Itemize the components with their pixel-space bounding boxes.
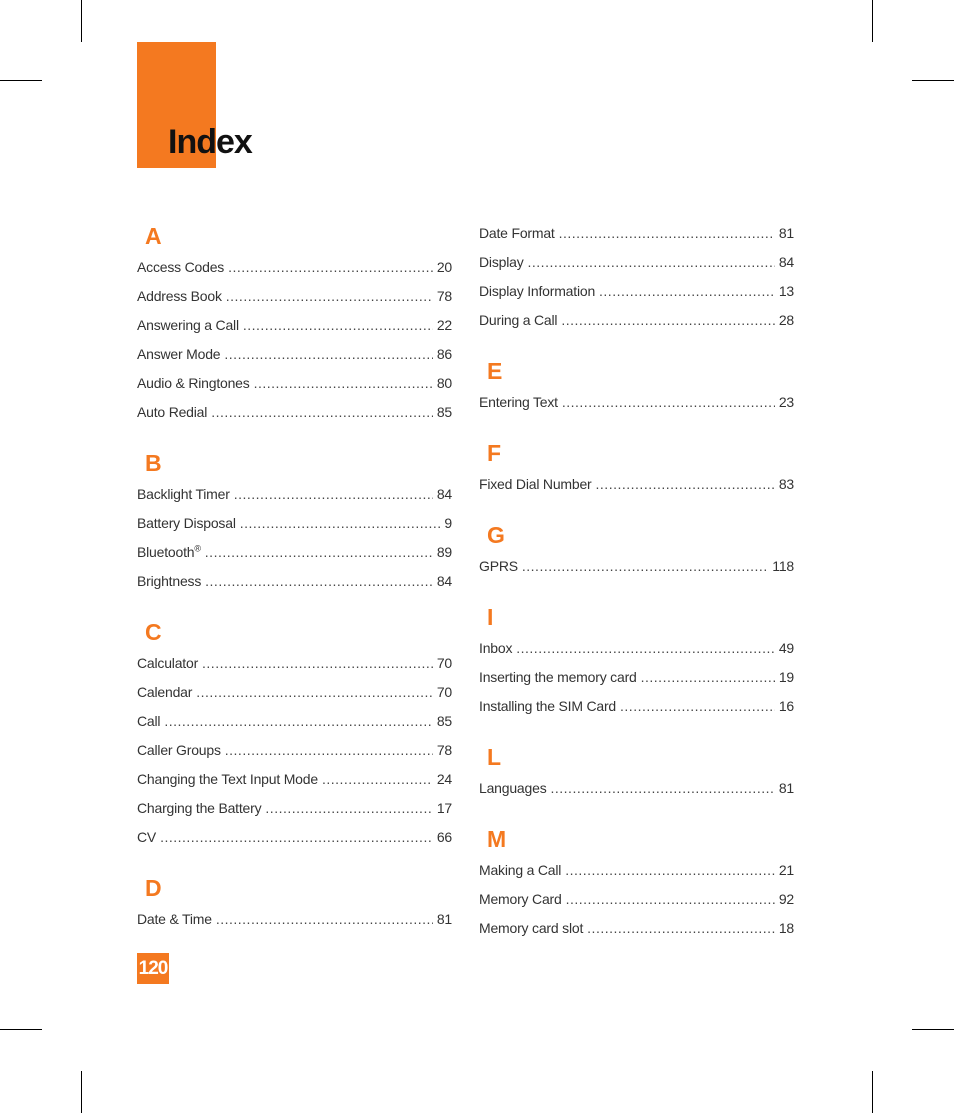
crop-mark xyxy=(912,80,954,81)
entry-name xyxy=(137,480,230,509)
entry-name xyxy=(479,277,595,306)
entry-name xyxy=(137,398,207,427)
entry-name xyxy=(137,567,201,596)
dot-leader xyxy=(243,311,433,340)
entry-page-number: 78 xyxy=(436,742,452,758)
entry-name-text: Inserting the memory card xyxy=(479,669,637,685)
section-letter: E xyxy=(487,358,503,384)
entry-name-text: Display Information xyxy=(479,283,596,299)
dot-leader xyxy=(224,340,432,369)
crop-mark xyxy=(872,0,873,42)
entry-name-text: Date Format xyxy=(479,225,555,241)
entry-name-text: Charging the Battery xyxy=(137,800,262,816)
section-letter: I xyxy=(487,604,494,630)
entry-name-text: Answering a Call xyxy=(137,317,239,333)
entry-name-text: Brightness xyxy=(137,573,202,589)
crop-mark xyxy=(81,0,82,42)
index-entry xyxy=(137,340,452,369)
entry-name-text: Battery Disposal xyxy=(137,515,236,531)
entry-name xyxy=(479,552,518,581)
entry-page-number: 18 xyxy=(778,920,794,936)
dot-leader xyxy=(225,736,433,765)
entry-name-text: Entering Text xyxy=(479,394,558,410)
entry-name-text: Access Codes xyxy=(137,259,225,275)
entry-name-text: CV xyxy=(137,829,157,845)
dot-leader xyxy=(522,552,768,581)
entry-name xyxy=(137,253,224,282)
dot-leader xyxy=(322,765,433,794)
index-entry xyxy=(479,277,794,306)
entry-name-text: Memory Card xyxy=(479,891,562,907)
section-gap xyxy=(137,852,452,874)
crop-mark xyxy=(0,1029,42,1030)
entry-name xyxy=(137,794,261,823)
entry-page-number: 28 xyxy=(778,312,794,328)
index-entry xyxy=(479,663,794,692)
crop-mark xyxy=(0,80,42,81)
entry-page-number: 84 xyxy=(436,486,452,502)
entry-name-text: Bluetooth xyxy=(137,544,195,560)
entry-page-number: 19 xyxy=(778,669,794,685)
entry-name xyxy=(137,678,192,707)
entry-page-number: 84 xyxy=(436,573,452,589)
entry-page-number: 17 xyxy=(436,800,452,816)
index-entry xyxy=(137,369,452,398)
dot-leader xyxy=(202,649,433,678)
dot-leader xyxy=(164,707,432,736)
section-gap xyxy=(479,417,794,439)
index-entry xyxy=(137,509,452,538)
dot-leader xyxy=(211,398,433,427)
entry-page-number: 118 xyxy=(772,558,794,574)
section-letter: C xyxy=(145,619,162,645)
page-number: 120 xyxy=(137,953,169,984)
entry-name xyxy=(137,823,156,852)
section-letter: B xyxy=(145,450,162,476)
crop-mark xyxy=(81,1071,82,1113)
registered-mark: ® xyxy=(194,543,201,554)
index-entry xyxy=(479,634,794,663)
entry-name xyxy=(137,765,318,794)
entry-name-text: Address Book xyxy=(137,288,222,304)
entry-name-text: Answer Mode xyxy=(137,346,221,362)
dot-leader xyxy=(528,248,775,277)
entry-page-number: 83 xyxy=(778,476,794,492)
entry-name-text: GPRS xyxy=(479,558,518,574)
entry-name xyxy=(479,774,547,803)
entry-page-number: 92 xyxy=(778,891,794,907)
entry-page-number: 16 xyxy=(778,698,794,714)
index-entry xyxy=(479,306,794,335)
dot-leader xyxy=(226,282,433,311)
dot-leader xyxy=(160,823,433,852)
entry-name xyxy=(479,634,512,663)
index-entry xyxy=(479,388,794,417)
entry-name-text: Fixed Dial Number xyxy=(479,476,592,492)
entry-name-text: Date & Time xyxy=(137,911,212,927)
index-entry xyxy=(479,219,794,248)
entry-page-number: 21 xyxy=(778,862,794,878)
index-column-left xyxy=(137,222,452,934)
entry-name-text: Display xyxy=(479,254,524,270)
section-gap xyxy=(479,721,794,743)
entry-name xyxy=(479,692,616,721)
dot-leader xyxy=(216,905,433,934)
index-entry xyxy=(479,774,794,803)
entry-name xyxy=(479,219,555,248)
index-entry xyxy=(137,736,452,765)
entry-name-text: Calendar xyxy=(137,684,193,700)
entry-name-text: Memory card slot xyxy=(479,920,584,936)
entry-name xyxy=(479,663,637,692)
index-entry xyxy=(137,398,452,427)
entry-name xyxy=(137,369,250,398)
section-letter: A xyxy=(145,223,162,249)
crop-mark xyxy=(912,1029,954,1030)
index-entry xyxy=(137,480,452,509)
entry-page-number: 22 xyxy=(436,317,452,333)
entry-name-text: Inbox xyxy=(479,640,513,656)
index-entry xyxy=(137,253,452,282)
section-letter: L xyxy=(487,744,502,770)
index-entry xyxy=(479,692,794,721)
dot-leader xyxy=(265,794,432,823)
entry-name-text: Installing the SIM Card xyxy=(479,698,617,714)
index-entry xyxy=(479,856,794,885)
entry-name-text: Audio & Ringtones xyxy=(137,375,250,391)
section-gap xyxy=(479,335,794,357)
dot-leader xyxy=(562,388,775,417)
entry-page-number: 85 xyxy=(436,713,452,729)
dot-leader xyxy=(254,369,433,398)
entry-page-number: 70 xyxy=(436,684,452,700)
entry-page-number: 80 xyxy=(436,375,452,391)
index-entry xyxy=(137,649,452,678)
section-gap xyxy=(137,427,452,449)
dot-leader xyxy=(559,219,775,248)
entry-page-number: 81 xyxy=(778,225,794,241)
entry-name xyxy=(137,905,212,934)
dot-leader xyxy=(599,277,775,306)
entry-name xyxy=(479,306,557,335)
index-entry xyxy=(479,470,794,499)
entry-name xyxy=(137,736,221,765)
dot-leader xyxy=(196,678,433,707)
index-entry xyxy=(137,567,452,596)
entry-name-text: Changing the Text Input Mode xyxy=(137,771,318,787)
entry-page-number: 84 xyxy=(778,254,794,270)
entry-page-number: 23 xyxy=(778,394,794,410)
dot-leader xyxy=(565,856,775,885)
entry-name xyxy=(479,856,561,885)
section-gap xyxy=(479,803,794,825)
index-entry xyxy=(137,678,452,707)
dot-leader xyxy=(228,253,433,282)
entry-name-text: Call xyxy=(137,713,161,729)
section-gap xyxy=(479,499,794,521)
entry-name-text: Backlight Timer xyxy=(137,486,230,502)
entry-name xyxy=(137,311,239,340)
entry-page-number: 70 xyxy=(436,655,452,671)
dot-leader xyxy=(620,692,775,721)
section-letter: G xyxy=(487,522,505,548)
entry-name xyxy=(137,649,198,678)
dot-leader xyxy=(551,774,775,803)
dot-leader xyxy=(516,634,775,663)
index-entry xyxy=(137,765,452,794)
index-entry xyxy=(137,538,452,567)
section-letter: D xyxy=(145,875,162,901)
dot-leader xyxy=(205,538,433,567)
entry-name-text: Auto Redial xyxy=(137,404,208,420)
index-entry xyxy=(137,823,452,852)
entry-name xyxy=(137,340,220,369)
entry-page-number: 81 xyxy=(436,911,452,927)
entry-name xyxy=(479,470,592,499)
entry-name xyxy=(137,509,236,538)
index-entry xyxy=(137,905,452,934)
entry-name-text: Languages xyxy=(479,780,547,796)
index-entry xyxy=(479,914,794,943)
page-title: Index xyxy=(168,123,252,161)
dot-leader xyxy=(587,914,775,943)
entry-name xyxy=(137,707,160,736)
dot-leader xyxy=(205,567,433,596)
dot-leader xyxy=(561,306,774,335)
dot-leader xyxy=(240,509,441,538)
section-gap xyxy=(479,581,794,603)
entry-name xyxy=(479,914,583,943)
entry-page-number: 24 xyxy=(436,771,452,787)
entry-page-number: 13 xyxy=(778,283,794,299)
entry-page-number: 20 xyxy=(436,259,452,275)
index-column-right xyxy=(479,219,794,943)
index-entry xyxy=(479,552,794,581)
section-letter: F xyxy=(487,440,502,466)
section-letter: M xyxy=(487,826,507,852)
dot-leader xyxy=(234,480,433,509)
entry-page-number: 66 xyxy=(436,829,452,845)
entry-name xyxy=(479,248,524,277)
entry-name-text: Making a Call xyxy=(479,862,562,878)
entry-name xyxy=(137,282,222,311)
entry-name xyxy=(137,538,201,567)
dot-leader xyxy=(566,885,775,914)
index-entry xyxy=(137,282,452,311)
entry-name xyxy=(479,388,558,417)
entry-page-number: 49 xyxy=(778,640,794,656)
entry-name-text: Caller Groups xyxy=(137,742,221,758)
index-entry xyxy=(137,707,452,736)
entry-page-number: 89 xyxy=(436,544,452,560)
index-entry xyxy=(479,885,794,914)
index-entry xyxy=(137,794,452,823)
entry-name xyxy=(479,885,562,914)
index-entry xyxy=(479,248,794,277)
entry-page-number: 86 xyxy=(436,346,452,362)
dot-leader xyxy=(596,470,775,499)
entry-name-text: During a Call xyxy=(479,312,558,328)
entry-page-number: 9 xyxy=(444,515,452,531)
index-entry xyxy=(137,311,452,340)
section-gap xyxy=(137,596,452,618)
entry-name-text: Calculator xyxy=(137,655,199,671)
dot-leader xyxy=(641,663,775,692)
entry-page-number: 81 xyxy=(778,780,794,796)
entry-page-number: 85 xyxy=(436,404,452,420)
crop-mark xyxy=(872,1071,873,1113)
entry-page-number: 78 xyxy=(436,288,452,304)
